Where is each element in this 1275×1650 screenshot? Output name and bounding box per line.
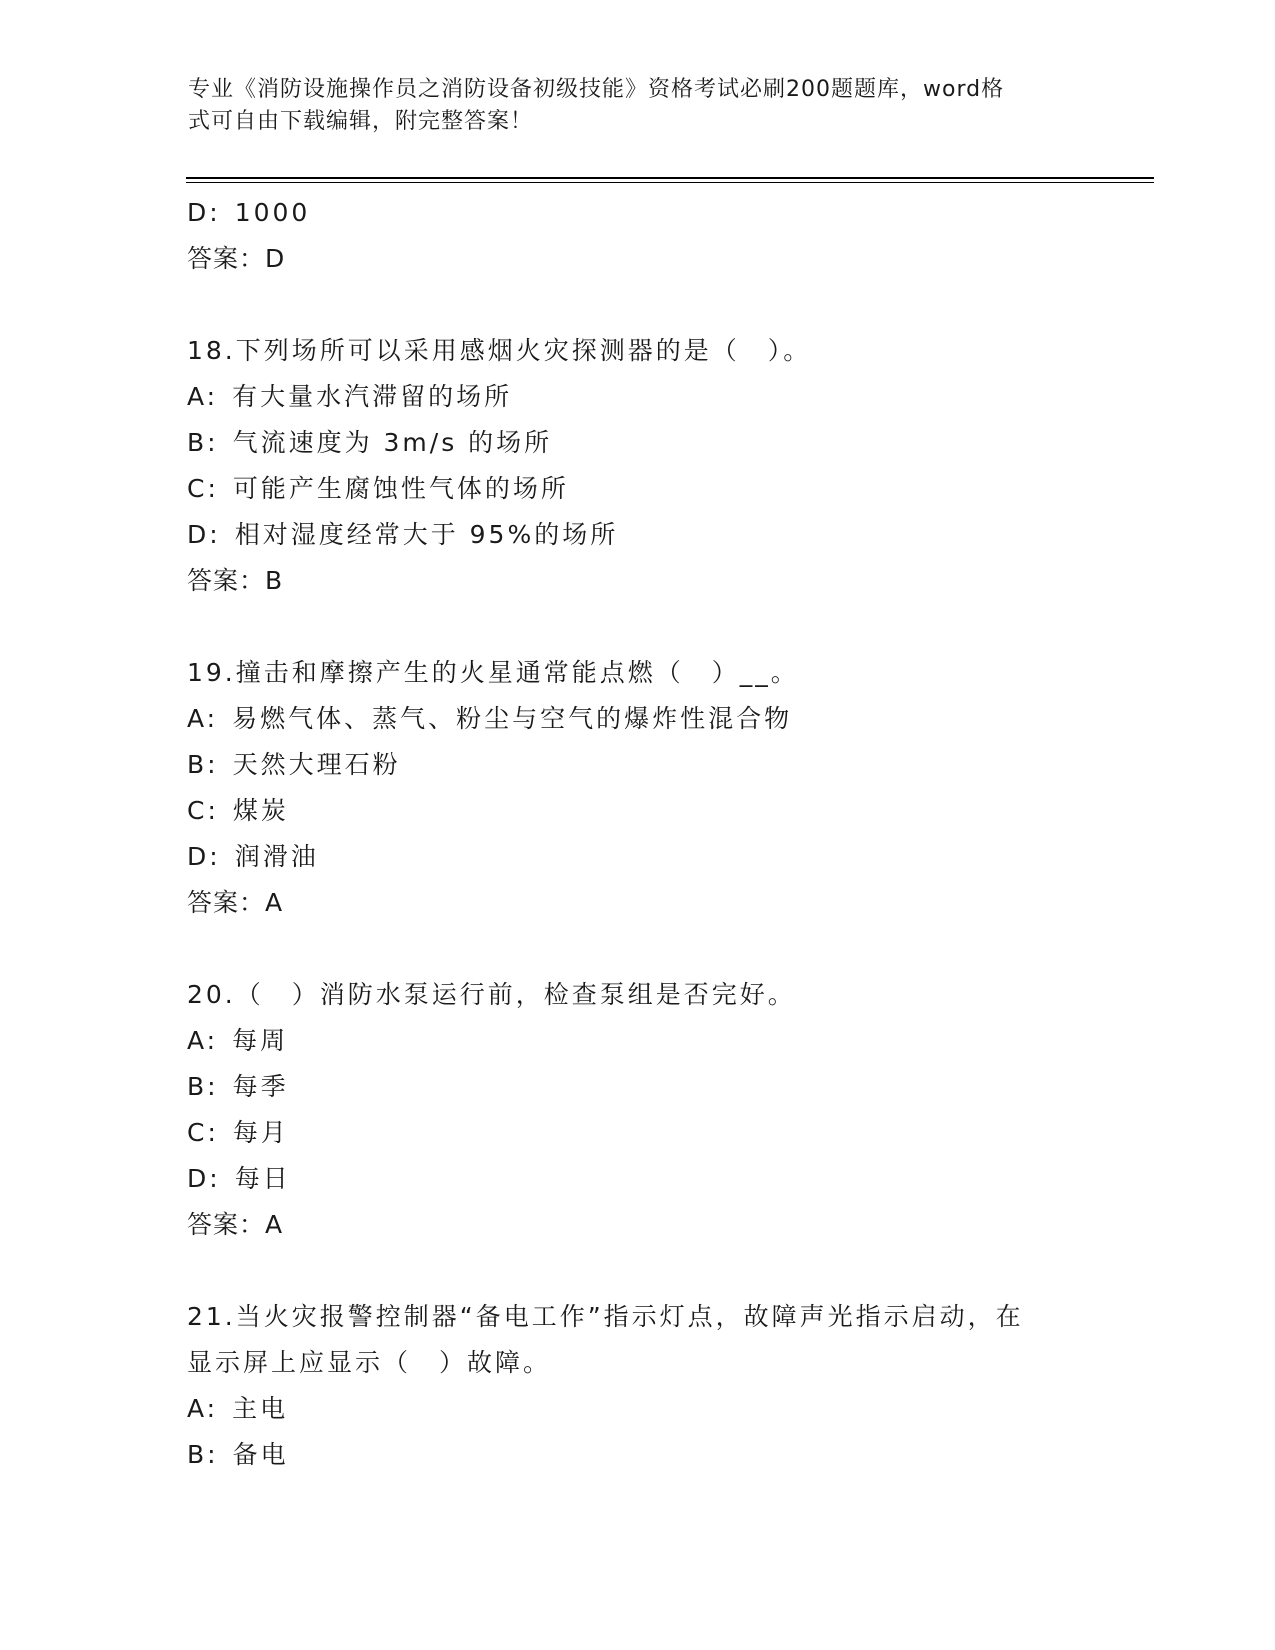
option-b [187, 1064, 1087, 1110]
option-d [187, 834, 1087, 880]
option-label: B: [187, 1440, 219, 1469]
option-a [187, 374, 1087, 420]
answer-line: 答案：A [187, 1210, 284, 1239]
option-label: A: [187, 1026, 219, 1055]
option-label: C: [187, 796, 219, 825]
answer-line: 答案：B [187, 566, 284, 595]
spacer [187, 604, 1087, 650]
option-text: 易燃气体、蒸气、粉尘与空气的爆炸性混合物 [232, 704, 793, 733]
option-label: C: [187, 474, 219, 503]
option-text: 可能产生腐蚀性气体的场所 [232, 474, 569, 503]
header-line-2: 式可自由下载编辑，附完整答案！ [188, 109, 534, 134]
question-20: 20.（ ）消防水泵运行前，检查泵组是否完好。 [187, 980, 796, 1009]
option-b [187, 742, 1087, 788]
option-text: 润滑油 [234, 842, 319, 871]
option-b [187, 1432, 1087, 1478]
option-label: D: [187, 198, 221, 227]
option-label: B: [187, 428, 219, 457]
option-text: 主电 [232, 1394, 289, 1423]
spacer [187, 282, 1087, 328]
option-label: D: [187, 520, 221, 549]
option-label: A: [187, 1394, 219, 1423]
option-text: 有大量水汽滞留的场所 [232, 382, 513, 411]
option-label: D: [187, 1164, 221, 1193]
option-label: B: [187, 750, 219, 779]
option-d [187, 190, 1087, 236]
document-header [188, 74, 1068, 138]
option-label: A: [187, 382, 219, 411]
option-d [187, 512, 1087, 558]
spacer [187, 926, 1087, 972]
answer-line: 答案：D [187, 244, 286, 273]
option-text: 每月 [232, 1118, 289, 1147]
answer-line: 答案：A [187, 888, 284, 917]
question-18: 18.下列场所可以采用感烟火灾探测器的是（ ）。 [187, 336, 812, 365]
option-text: 气流速度为 3m/s 的场所 [232, 428, 553, 457]
header-rule-thin [186, 182, 1154, 183]
option-label: A: [187, 704, 219, 733]
option-label: C: [187, 1118, 219, 1147]
option-b [187, 420, 1087, 466]
option-a [187, 1386, 1087, 1432]
option-text: 煤炭 [232, 796, 289, 825]
option-d [187, 1156, 1087, 1202]
header-rule-thick [186, 177, 1154, 179]
question-21-line-1: 21.当火灾报警控制器“备电工作”指示灯点，故障声光指示启动，在 [187, 1302, 1024, 1331]
spacer [187, 1248, 1087, 1294]
option-label: D: [187, 842, 221, 871]
question-19: 19.撞击和摩擦产生的火星通常能点燃（ ）__。 [187, 658, 799, 687]
option-text: 天然大理石粉 [232, 750, 401, 779]
option-a [187, 1018, 1087, 1064]
option-label: B: [187, 1072, 219, 1101]
option-text: 每季 [232, 1072, 289, 1101]
question-21-line-2: 显示屏上应显示（ ）故障。 [187, 1348, 552, 1377]
option-c [187, 788, 1087, 834]
option-text: 1000 [234, 198, 311, 227]
header-line-1: 专业《消防设施操作员之消防设备初级技能》资格考试必刷200题题库，word格 [188, 77, 1005, 102]
option-text: 相对湿度经常大于 95%的场所 [234, 520, 619, 549]
option-c [187, 1110, 1087, 1156]
option-text: 每日 [234, 1164, 291, 1193]
option-text: 备电 [232, 1440, 289, 1469]
question-list [187, 190, 1087, 1478]
option-a [187, 696, 1087, 742]
option-c [187, 466, 1087, 512]
option-text: 每周 [232, 1026, 289, 1055]
